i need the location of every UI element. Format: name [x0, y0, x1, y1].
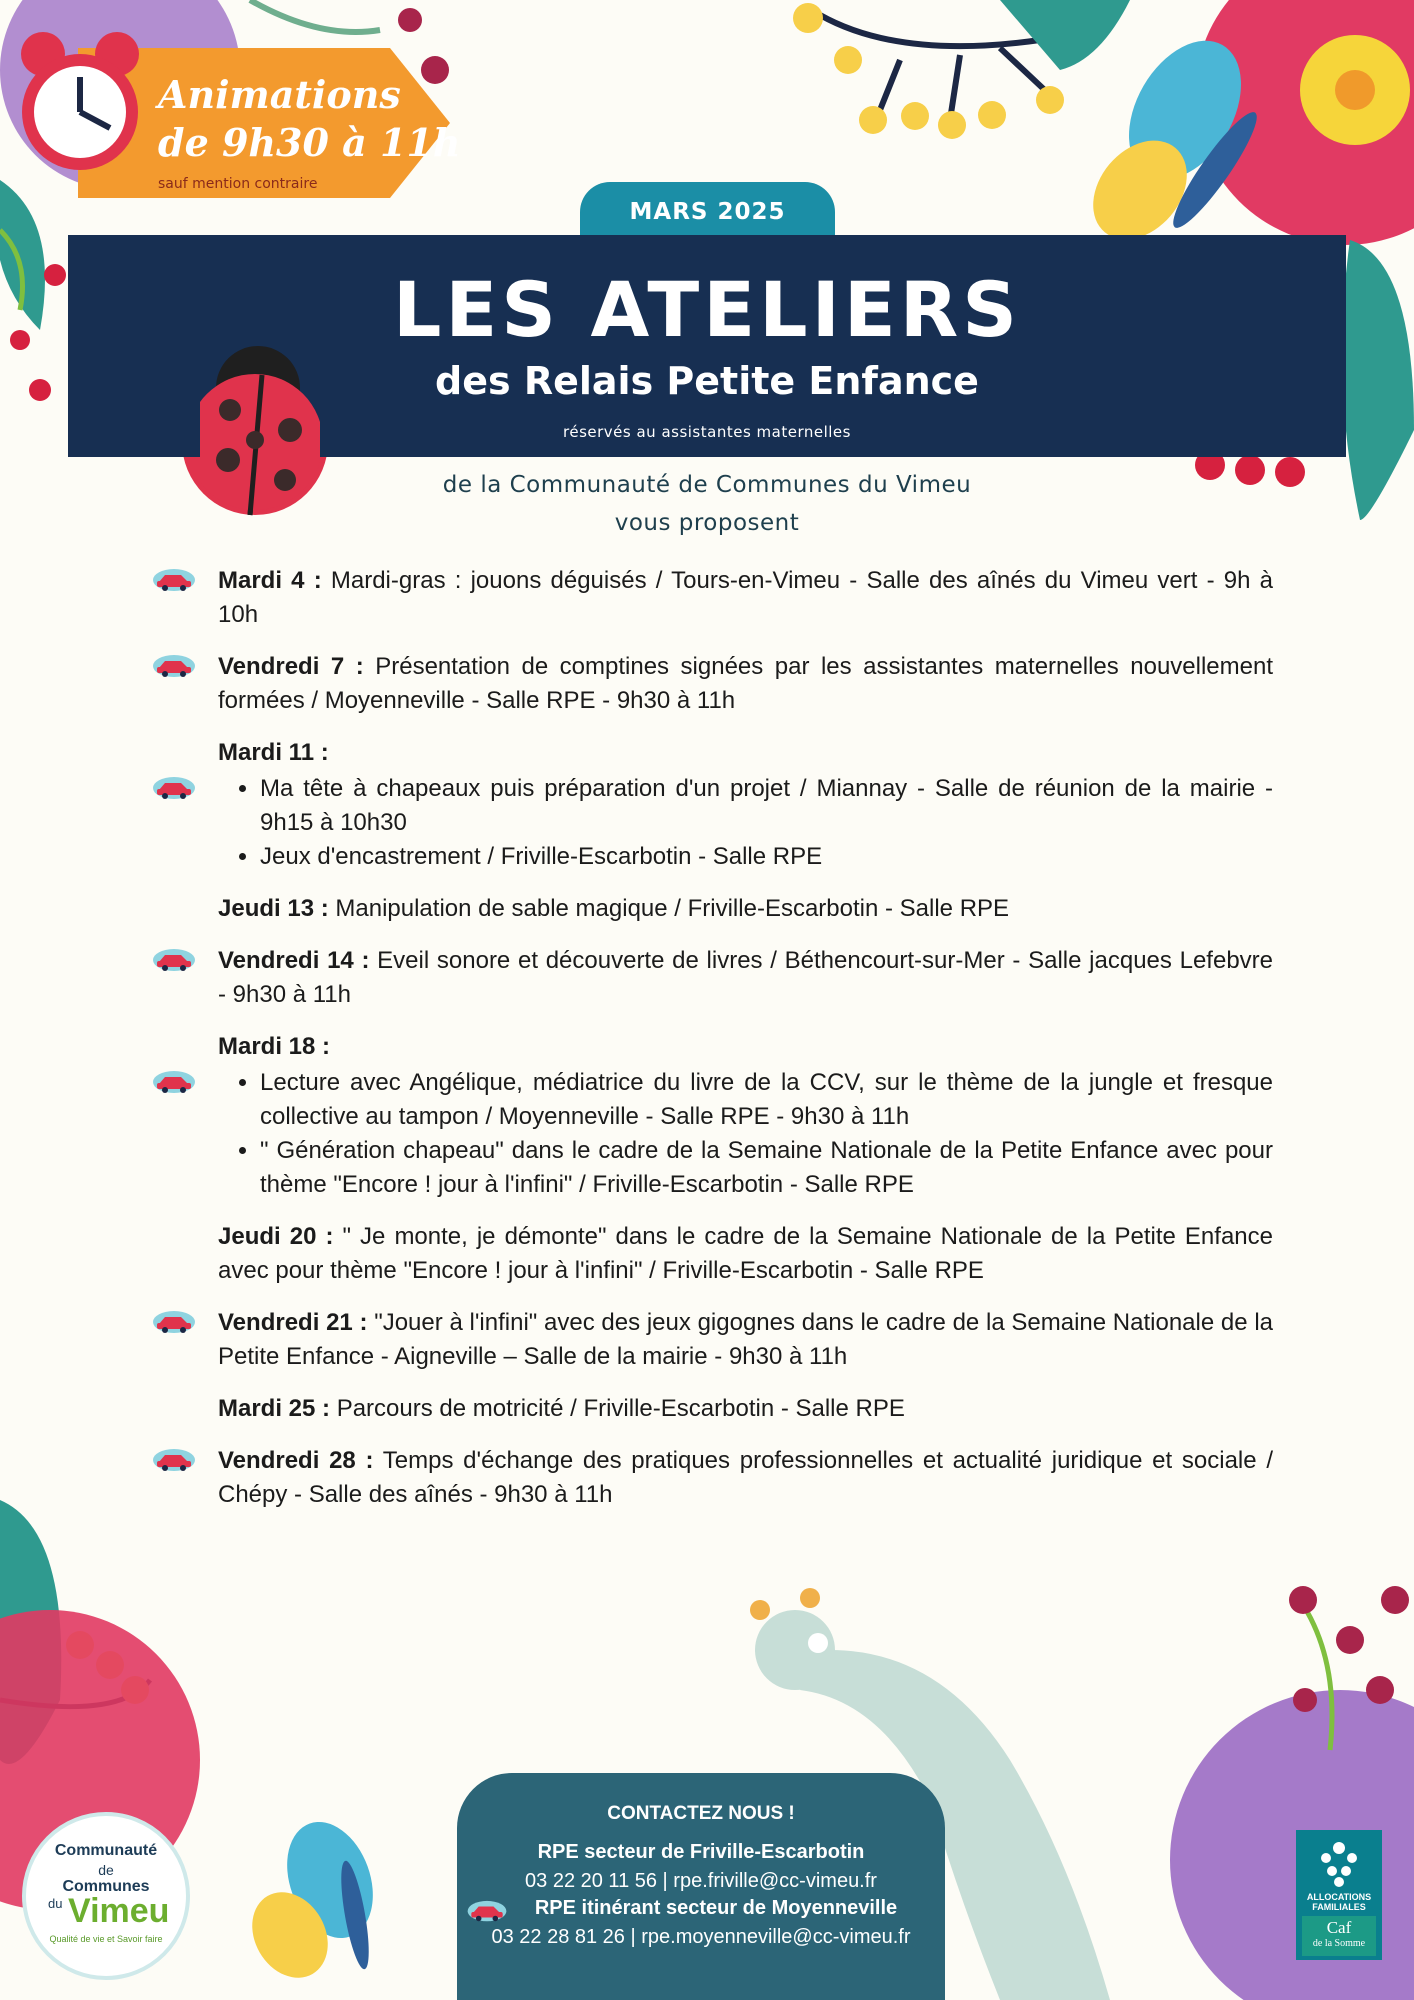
animations-note: sauf mention contraire [158, 176, 318, 192]
contact-sector-1: RPE secteur de Friville-Escarbotin [537, 1841, 865, 1863]
event-text: Présentation de comptines signées par les assistantes maternelles nouvellement formées / Moyenneville - Salle RPE - 9h30 à 11h [218, 653, 1274, 714]
event-subitem: • Jeux d'encastrement / Friville-Escarbotin - Salle RPE [260, 840, 1273, 874]
ccv-logo [22, 1812, 190, 1980]
event-subitem: • Lecture avec Angélique, médiatrice du livre de la CCV, sur le thème de la jungle et fresque collective au tampon / Moyenneville - Salle RPE - 9h30 à 11h [260, 1066, 1273, 1134]
page-subtitle: des Relais Petite Enfance [435, 359, 979, 403]
car-icon [153, 776, 195, 802]
family-tree-icon [1314, 1838, 1364, 1888]
caf-logo-line-1: ALLOCATIONS FAMILIALES [1306, 1892, 1372, 1912]
car-icon [153, 1448, 195, 1474]
ladybug-icon [200, 345, 320, 525]
event-day: Vendredi 14 : [218, 947, 370, 974]
month-badge: MARS 2025 [580, 182, 835, 242]
alarm-clock-icon [15, 22, 145, 172]
event-item [218, 1444, 1273, 1512]
event-item [218, 1030, 1273, 1202]
event-text: Mardi-gras : jouons déguisés / Tours-en-Vimeu - Salle des aînés du Vimeu vert - 9h à 10h [218, 567, 1273, 628]
page-title: LES ATELIERS [392, 265, 1022, 354]
ccv-logo-line-1: Communauté [54, 1842, 158, 1859]
ccv-logo-line-5: Vimeu [68, 1892, 170, 1930]
car-icon [153, 568, 195, 594]
intro-line-1: de la Communauté de Communes du Vimeu [442, 472, 972, 498]
event-sublist [218, 1066, 1273, 1202]
event-item [218, 736, 1273, 874]
ccv-logo-line-3: Communes [62, 1878, 150, 1895]
intro-line-2: vous proposent [614, 510, 800, 536]
event-subitem: • " Génération chapeau" dans le cadre de la Semaine Nationale de la Petite Enfance avec pour thème "Encore ! jour à l'infini" / Friville-Escarbotin - Salle RPE [260, 1134, 1273, 1202]
caf-logo [1296, 1830, 1382, 1960]
event-day: Jeudi 20 : [218, 1223, 334, 1250]
caf-logo-line-3: de la Somme [1312, 1938, 1366, 1949]
events-list [218, 564, 1273, 1530]
ccv-logo-tagline: Qualité de vie et Savoir faire [49, 1934, 163, 1944]
contact-sector-2: RPE itinérant secteur de Moyenneville [534, 1897, 898, 1919]
event-day: Mardi 11 : [218, 739, 329, 766]
contact-sector-1-details: 03 22 20 11 56 | rpe.friville@cc-vimeu.fr [525, 1870, 877, 1892]
ccv-logo-line-2: de [98, 1862, 114, 1878]
animations-title: Animations [158, 72, 401, 117]
butterfly-icon [237, 1810, 388, 1992]
event-day: Vendredi 7 : [218, 653, 364, 680]
car-icon [153, 1070, 195, 1096]
event-text: Manipulation de sable magique / Friville-Escarbotin - Salle RPE [328, 895, 1010, 922]
audience-note: réservés au assistantes maternelles [563, 423, 851, 441]
event-day: Mardi 4 : [218, 567, 322, 594]
event-item [218, 1220, 1273, 1288]
event-day: Mardi 25 : [218, 1395, 331, 1422]
event-day: Mardi 18 : [218, 1033, 331, 1060]
car-icon [153, 1310, 195, 1336]
event-text: Eveil sonore et découverte de livres / Béthencourt-sur-Mer - Salle jacques Lefebvre - 9h30 à 11h [218, 947, 1274, 1008]
ccv-logo-line-4: du [48, 1896, 63, 1911]
contact-title: CONTACTEZ NOUS ! [607, 1803, 795, 1824]
animations-hours: de 9h30 à 11h [158, 120, 461, 165]
car-icon [153, 948, 195, 974]
contact-sector-2-details: 03 22 28 81 26 | rpe.moyenneville@cc-vimeu.fr [491, 1926, 911, 1948]
caf-logo-line-2: Caf [1326, 1918, 1352, 1937]
event-text: " Je monte, je démonte" dans le cadre de la Semaine Nationale de la Petite Enfance avec pour thème "Encore ! jour à l'infini" / Friville-Escarbotin - Salle RPE [218, 1223, 1273, 1284]
event-item [218, 1392, 1273, 1426]
event-sublist [218, 772, 1273, 874]
event-day: Vendredi 28 : [218, 1447, 374, 1474]
event-day: Vendredi 21 : [218, 1309, 368, 1336]
contact-box [457, 1773, 945, 2000]
event-text: Parcours de motricité / Friville-Escarbotin - Salle RPE [330, 1395, 905, 1422]
event-item [218, 892, 1273, 926]
event-text: Temps d'échange des pratiques professionnelles et actualité juridique et sociale / Chépy - Salle des aînés - 9h30 à 11h [218, 1447, 1273, 1508]
event-item [218, 944, 1273, 1012]
event-item [218, 564, 1273, 632]
event-item [218, 650, 1273, 718]
event-text: "Jouer à l'infini" avec des jeux gigognes dans le cadre de la Semaine Nationale de la Petite Enfance - Aigneville – Salle de la mairie - 9h30 à 11h [218, 1309, 1274, 1370]
event-subitem: • Ma tête à chapeaux puis préparation d'un projet / Miannay - Salle de réunion de la mairie - 9h15 à 10h30 [260, 772, 1273, 840]
event-day: Jeudi 13 : [218, 895, 329, 922]
event-item [218, 1306, 1273, 1374]
car-icon [153, 654, 195, 680]
